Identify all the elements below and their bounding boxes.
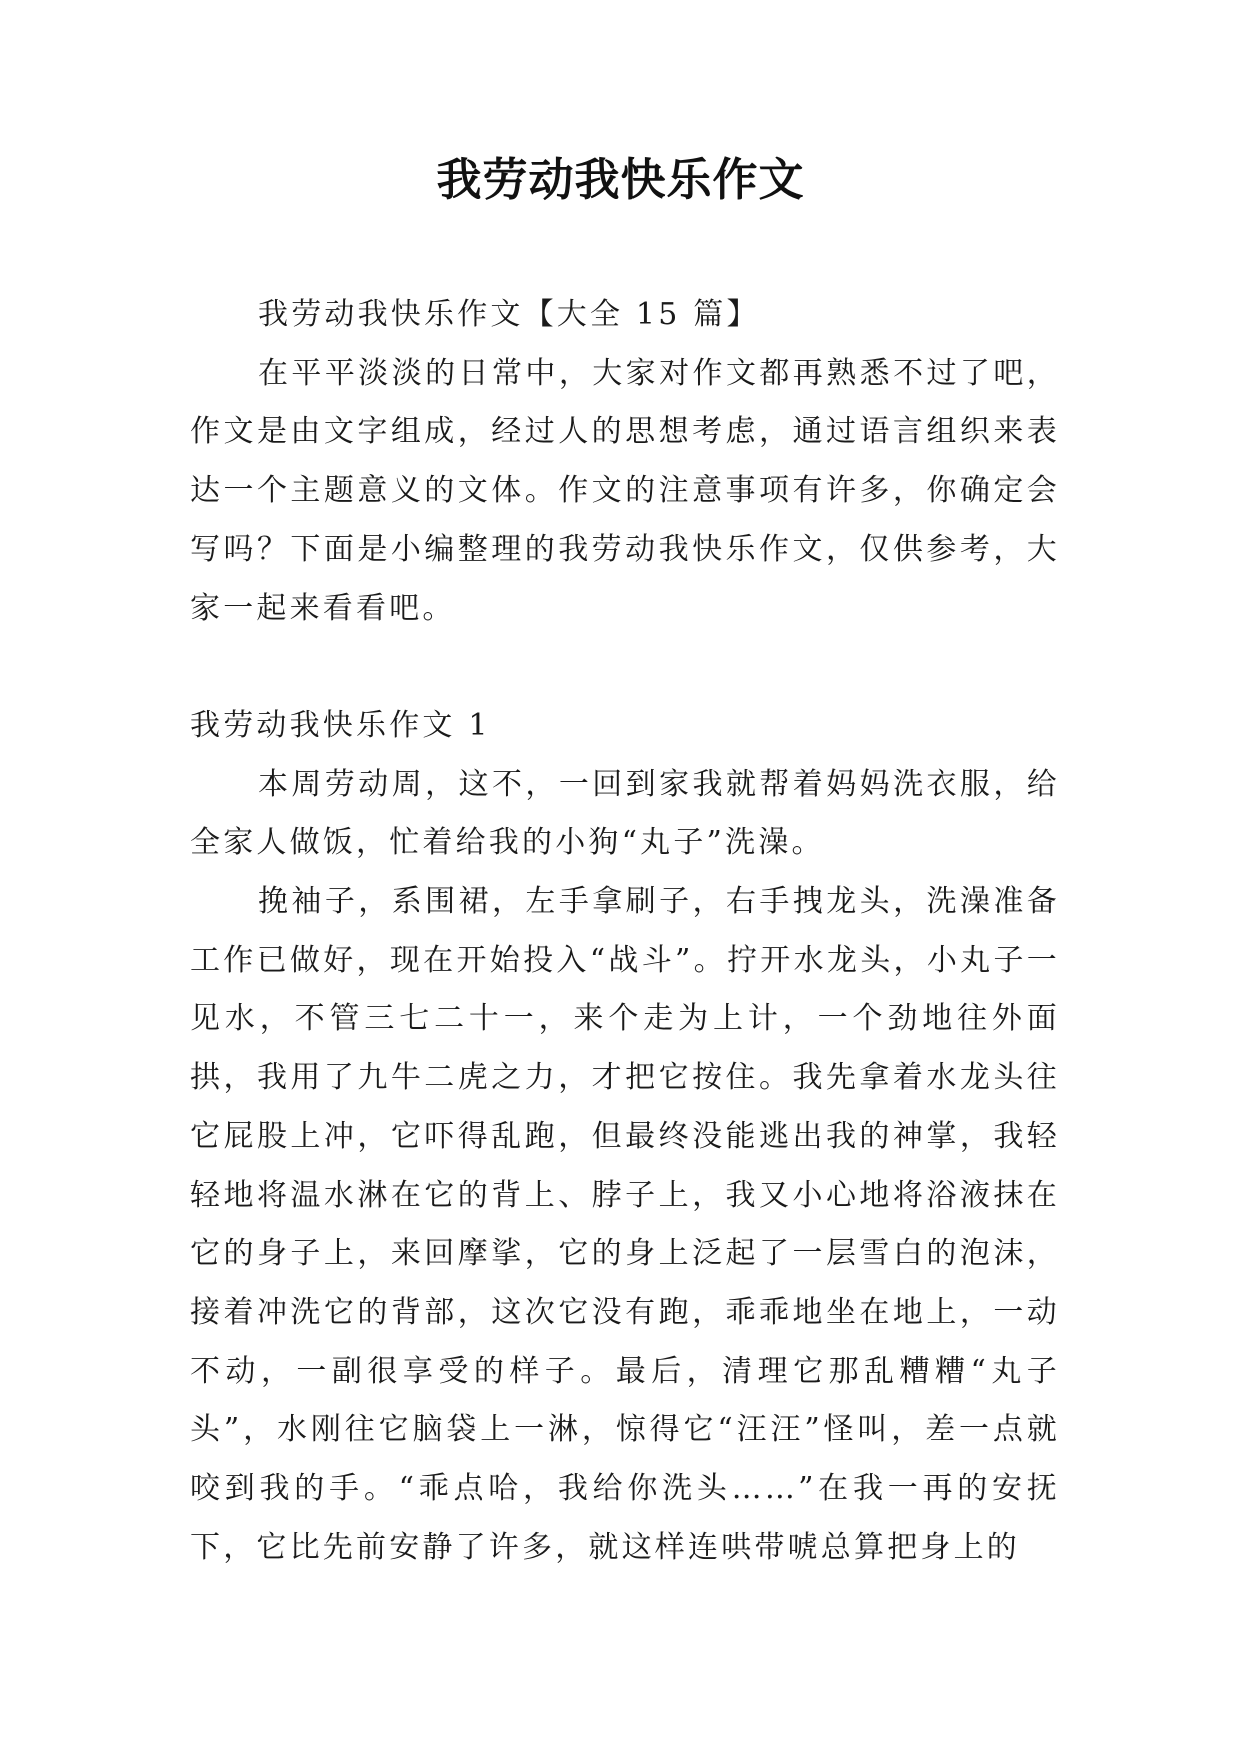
body-paragraph: 挽袖子，系围裙，左手拿刷子，右手拽龙头，洗澡准备工作已做好，现在开始投入“战斗”。拧开水龙头，小丸子一见水，不管三七二十一，来个走为上计，一个劲地往外面拱，我用了九牛二虎之力，才把它按住。我先拿着水龙头往它屁股上冲，它吓得乱跑，但最终没能逃出我的神掌，我轻轻地将温水淋在它的背上、脖子上，我又小心地将浴液抹在它的身子上，来回摩挲，它的身上泛起了一层雪白的泡沫，接着冲洗它的背部，这次它没有跑，乖乖地坐在地上，一动不动，一副很享受的样子。最后，清理它那乱糟糟“丸子头”，水刚往它脑袋上一淋，惊得它“汪汪”怪叫，差一点就咬到我的手。“乖点哈，我给你洗头……”在我一再的安抚下，它比先前安静了许多，就这样连哄带唬总算把身上的 (190, 884, 1060, 1565)
intro-paragraph: 在平平淡淡的日常中，大家对作文都再熟悉不过了吧，作文是由文字组成，经过人的思想考虑，通过语言组织来表达一个主题意义的文体。作文的注意事项有许多，你确定会写吗？下面是小编整理的我劳动我快乐作文，仅供参考，大家一起来看看吧。 (190, 355, 1060, 626)
document-subtitle: 我劳动我快乐作文【大全 15 篇】 (258, 297, 760, 332)
document-body (190, 286, 1060, 1577)
body-paragraph: 本周劳动周，这不，一回到家我就帮着妈妈洗衣服，给全家人做饭，忙着给我的小狗“丸子”洗澡。 (190, 766, 1060, 861)
document-title: 我劳动我快乐作文 (436, 153, 805, 206)
section-heading: 我劳动我快乐作文 1 (190, 707, 491, 743)
